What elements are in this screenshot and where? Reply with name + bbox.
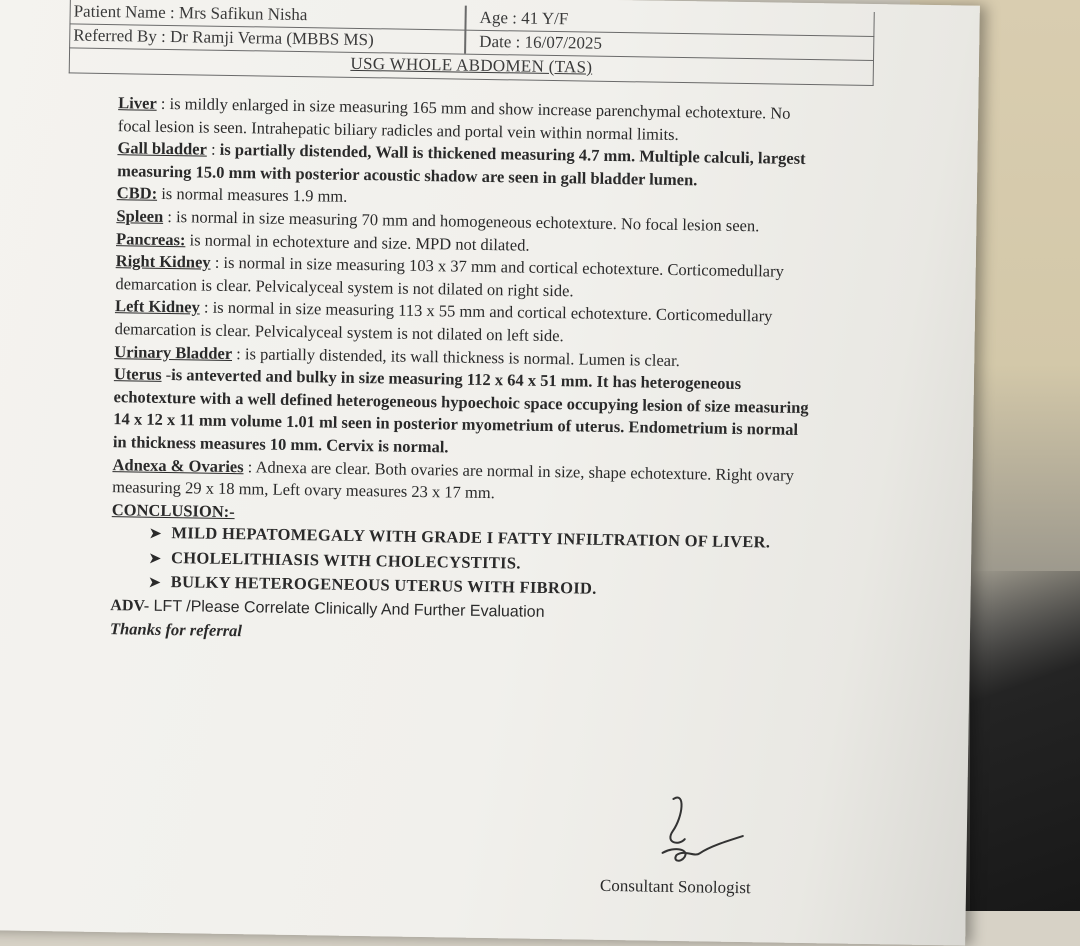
signature-image (654, 791, 755, 883)
signature-title: Consultant Sonologist (599, 875, 751, 898)
finding-separator: : (210, 252, 224, 273)
finding-label: Urinary Bladder (114, 341, 233, 363)
finding-text: is normal in echotexture and size. MPD not dilated. (189, 229, 530, 255)
background-shadow (970, 571, 1080, 911)
finding-paragraph (113, 363, 814, 464)
finding-label: Spleen (116, 206, 164, 226)
finding-separator: : (199, 297, 213, 318)
arrow-bullet-icon: ➤ (148, 576, 161, 592)
arrow-bullet-icon: ➤ (148, 551, 162, 567)
finding-label: Liver (118, 93, 157, 113)
referred-by: Referred By : Dr Ramji Verma (MBBS MS) (73, 25, 374, 50)
conclusion-list (111, 521, 812, 606)
finding-text: is normal in size measuring 103 x 37 mm and cortical echotexture. Corticomedullary demarcation is clear. Pelvicalyceal system is not dilated on right side. (115, 253, 784, 301)
finding-label: Uterus (113, 364, 162, 385)
finding-text: is mildly enlarged in size measuring 165 mm and show increase parenchymal echotexture. No focal lesion is seen. Intrahepatic biliary radicles and portal vein within normal limits. (117, 93, 791, 144)
finding-label: Adnexa & Ovaries (112, 454, 244, 476)
finding-label: Gall bladder (117, 138, 208, 159)
finding-separator: : (231, 343, 246, 363)
finding-text: is partially distended, Wall is thickened measuring 4.7 mm. Multiple calculi, largest measuring 15.0 mm with posterior acoustic shadow are seen in gall bladder lumen. (117, 139, 806, 190)
patient-header-table (69, 0, 875, 86)
finding-separator: - (161, 365, 172, 385)
finding-text: is anteverted and bulky in size measuring 112 x 64 x 51 mm. It has heterogeneous echotexture with a well defined heterogeneous hypoechoic space occupying lesion of size measuring 14 x 12 x 11 mm volume 1.01 ml seen in posterior myometrium of uterus. Endometrium is normal in thickness measures 10 mm. Cervix is normal. (112, 365, 809, 457)
finding-text: is normal in size measuring 70 mm and homogeneous echotexture. No focal lesion seen. (175, 207, 760, 236)
finding-label: Left Kidney (114, 296, 200, 317)
conclusion-title: CONCLUSION:- (111, 499, 235, 521)
exam-title: USG WHOLE ABDOMEN (TAS) (350, 53, 593, 77)
finding-separator: : (206, 139, 220, 159)
finding-label: CBD: (116, 183, 158, 204)
finding-label: Right Kidney (115, 251, 211, 272)
finding-separator: : (163, 206, 177, 227)
arrow-bullet-icon: ➤ (149, 527, 162, 543)
report-date: Date : 16/07/2025 (479, 31, 603, 53)
finding-label: Pancreas: (115, 228, 186, 249)
conclusion-item-text: MILD HEPATOMEGALY WITH GRADE I FATTY INFILTRATION OF LIVER. (171, 523, 771, 552)
finding-separator: : (243, 456, 256, 476)
finding-text: Adnexa are clear. Both ovaries are normal in size, shape echotexture. Right ovary measuring 29 x 18 mm, Left ovary measures 23 x 17 mm. (112, 456, 794, 503)
report-body (110, 92, 819, 651)
patient-age: Age : 41 Y/F (479, 7, 569, 29)
patient-name: Patient Name : Mrs Safikun Nisha (73, 1, 308, 25)
advice-text: LFT /Please Correlate Clinically And Further Evaluation (149, 597, 545, 622)
finding-text: is partially distended, its wall thickness is normal. Lumen is clear. (244, 343, 680, 370)
advice-key: ADV- (110, 597, 150, 615)
conclusion-item-text: CHOLELITHIASIS WITH CHOLECYSTITIS. (170, 547, 521, 573)
finding-text: is normal in size measuring 113 x 55 mm and cortical echotexture. Corticomedullary demarcation is clear. Pelvicalyceal system is not dilated on left side. (114, 298, 773, 346)
thanks-line: Thanks for referral (109, 618, 243, 640)
finding-separator: : (156, 93, 170, 113)
finding-text: is normal measures 1.9 mm. (161, 184, 348, 207)
conclusion-item-text: BULKY HETEROGENEOUS UTERUS WITH FIBROID. (170, 572, 597, 599)
findings-section (112, 92, 818, 510)
